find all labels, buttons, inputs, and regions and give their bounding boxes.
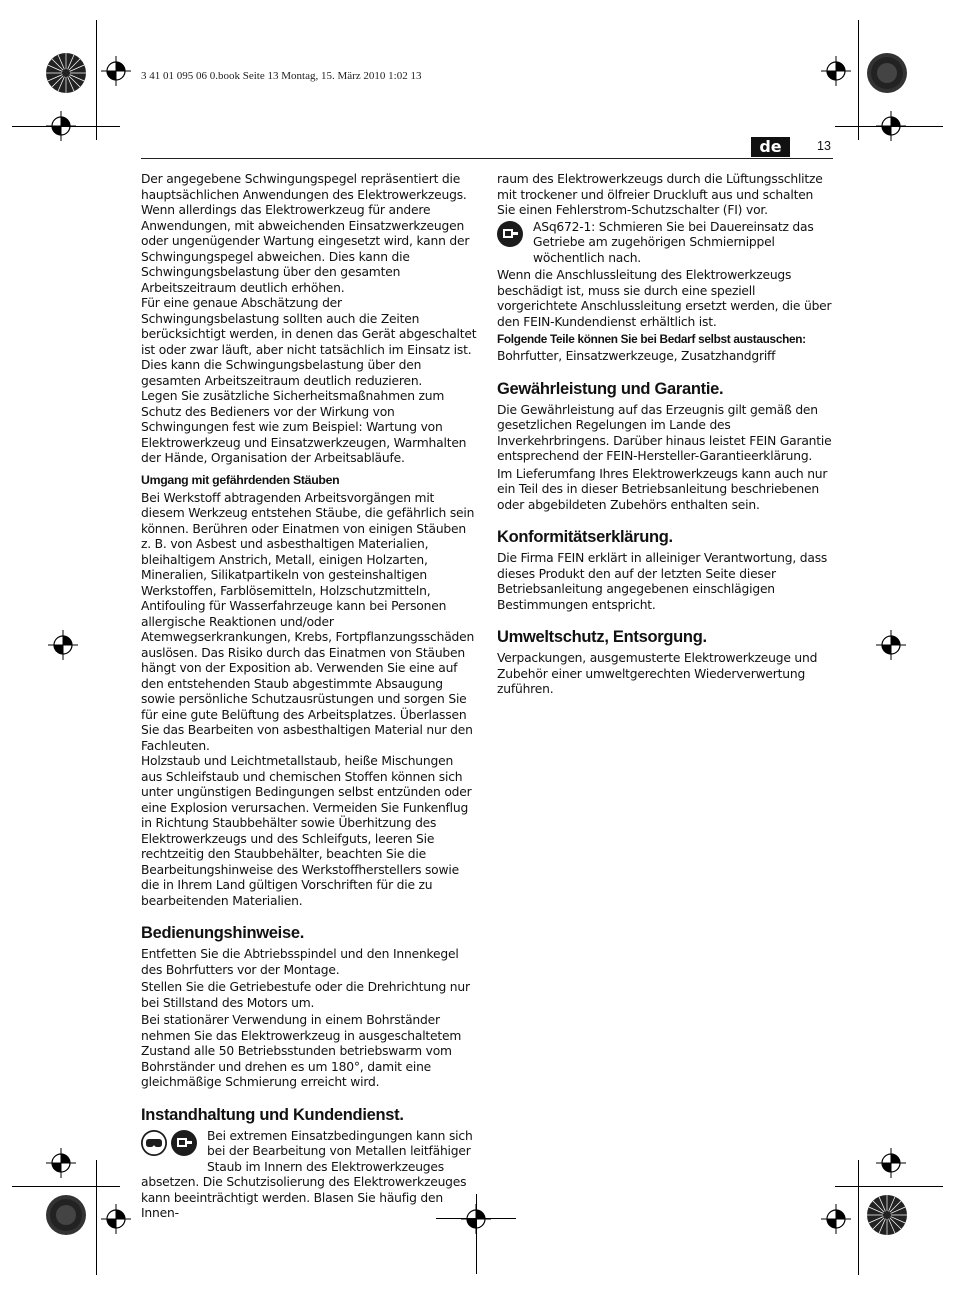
crop-mark: [96, 1160, 97, 1275]
registration-mark: [48, 630, 78, 660]
paragraph: Für eine genaue Abschätzung der Schwingungsbelastung sollten auch die Zeiten berücksichtigt werden, in denen das Gerät abgeschaltet ist oder zwar läuft, aber nicht tatsächlich im Einsatz ist. Dies kann die Schwingungsbelastung über den gesamten Arbeitszeitraum deutlich reduzieren.: [141, 296, 477, 388]
file-info-line: 3 41 01 095 06 0.book Seite 13 Montag, 15. März 2010 1:02 13: [141, 70, 422, 82]
registration-mark: [101, 1204, 131, 1234]
language-badge: de: [751, 137, 790, 157]
registration-mark: [876, 1148, 906, 1178]
paragraph: Die Gewährleistung auf das Erzeugnis gilt gemäß den gesetzlichen Regelungen im Lande des Inverkehrbringens. Darüber hinaus leistet FEIN Garantie entsprechend der FEIN-Hersteller-Garantieerklärung.: [497, 402, 832, 463]
registration-mark: [876, 630, 906, 660]
paragraph: Im Lieferumfang Ihres Elektrowerkzeugs kann auch nur ein Teil des in dieser Betriebsanleitung beschriebenen oder abgebildeten Zubehörs enthalten sein.: [497, 466, 828, 512]
color-wheel-mark: [866, 1194, 908, 1236]
color-wheel-mark: [45, 1194, 87, 1236]
subheading: Umgang mit gefährdenden Stäuben: [141, 472, 340, 487]
paragraph: ASq672-1: Schmieren Sie bei Dauereinsatz das Getriebe am zugehörigen Schmiernippel wöchentlich nach.: [533, 219, 814, 265]
icon-paragraph: [141, 1129, 477, 1176]
crop-mark: [858, 1160, 859, 1275]
registration-mark: [821, 56, 851, 86]
icon-paragraph: [497, 220, 833, 267]
safety-goggles-icon: [141, 1130, 167, 1156]
paragraph: Legen Sie zusätzliche Sicherheitsmaßnahmen zum Schutz des Bedieners vor der Wirkung von Schwingungen fest wie zum Beispiel: Wartung von Elektrowerkzeug und Einsatzwerkzeugen, Warmhalten der Hände, Organisation der Arbeitsabläufe.: [141, 389, 467, 465]
paragraph: absetzen. Die Schutzisolierung des Elektrowerkzeuges kann beeinträchtigt werden. Blasen Sie häufig den Innen-: [141, 1175, 467, 1220]
paragraph: Die Firma FEIN erklärt in alleiniger Verantwortung, dass dieses Produkt den auf der letzten Seite dieser Betriebsanleitung angegebenen einschlägigen Bestimmungen entspricht.: [497, 551, 828, 612]
paragraph: Holzstaub und Leichtmetallstaub, heiße Mischungen aus Schleifstaub und chemischen Stoffen können sich unter ungünstigen Bedingungen selbst entzünden oder eine Explosion verursachen. Vermeiden Sie Funkenflug in Richtung Staubbehälter sowie Überhitzung des Elektrowerkzeugs und des Schleifguts, leeren Sie rechtzeitig den Staubbehälter, beachten Sie die Bearbeitungshinweise des Werkstoffherstellers sowie die in Ihrem Land gültigen Vorschriften für die zu bearbeitenden Materialien.: [141, 754, 472, 908]
icon-group: [497, 221, 523, 247]
power-tool-icon: [171, 1130, 197, 1156]
paragraph: raum des Elektrowerkzeugs durch die Lüftungsschlitze mit trockener und ölfreier Druckluft aus und schalten Sie einen Fehlerstrom-Schutzschalter (FI) vor.: [497, 172, 823, 217]
registration-mark: [876, 111, 906, 141]
paragraph: Entfetten Sie die Abtriebsspindel und den Innenkegel des Bohrfutters vor der Montage.: [141, 947, 459, 977]
section-heading: Konformitätserklärung.: [497, 528, 673, 546]
paragraph: Verpackungen, ausgemusterte Elektrowerkzeuge und Zubehör einer umweltgerechten Wiederverwertung zuführen.: [497, 651, 818, 696]
section-heading: Gewährleistung und Garantie.: [497, 379, 724, 398]
icon-group: [141, 1130, 197, 1156]
color-wheel-mark: [45, 52, 87, 94]
section-heading: Umweltschutz, Entsorgung.: [497, 628, 707, 646]
section-heading: Bedienungshinweise.: [141, 924, 304, 942]
registration-mark: [46, 1148, 76, 1178]
section-heading: Instandhaltung und Kundendienst.: [141, 1105, 404, 1124]
registration-mark: [46, 111, 76, 141]
color-wheel-mark: [866, 52, 908, 94]
paragraph: Der angegebene Schwingungspegel repräsentiert die hauptsächlichen Anwendungen des Elektrowerkzeugs. Wenn allerdings das Elektrowerkzeug für andere Anwendungen, mit abweichenden Einsatzwerkzeugen oder ungenügender Wartung eingesetzt wird, kann der Schwingungspegel abweichen. Dies kann die Schwingungsbelastung über den gesamten Arbeitszeitraum deutlich erhöhen.: [141, 172, 470, 295]
paragraph: Bei Werkstoff abtragenden Arbeitsvorgängen mit diesem Werkzeug entstehen Stäube, die gefährlich sein können. Berühren oder Einatmen von einigen Stäuben z. B. von Asbest und asbesthaltigen Materialien, bleihaltigem Anstrich, Metall, einigen Holzarten, Mineralien, Silikatpartikeln von gesteinshaltigen Werkstoffen, Farblösemitteln, Holzschutzmitteln, Antifouling für Wasserfahrzeuge kann bei Personen allergische Reaktionen und/oder Atemwegserkrankungen, Krebs, Fortpflanzungsschäden auslösen. Das Risiko durch das Einatmen von Stäuben hängt von der Exposition ab. Verwenden Sie eine auf den entstehenden Staub abgestimmte Absaugung sowie persönliche Schutzausrüstungen und sorgen Sie für eine gute Belüftung des Arbeitsplatzes. Überlassen Sie das Bearbeiten von asbesthaltigen Material nur den Fachleuten.: [141, 490, 475, 753]
paragraph: Bei stationärer Verwendung in einem Bohrständer nehmen Sie das Elektrowerkzeug in ausgeschaltetem Zustand alle 50 Betriebsstunden betriebswarm vom Bohrständer und drehen es um 180°, damit eine gleichmäßige Schmierung erreicht wird.: [141, 1013, 462, 1089]
crop-mark: [835, 1186, 943, 1187]
power-tool-icon: [497, 221, 523, 247]
page-number: 13: [817, 139, 831, 153]
crop-mark: [858, 20, 859, 140]
paragraph: Stellen Sie die Getriebestufe oder die Drehrichtung nur bei Stillstand des Motors um.: [141, 980, 470, 1010]
paragraph: Bohrfutter, Einsatzwerkzeuge, Zusatzhandgriff: [497, 349, 776, 363]
registration-mark: [101, 56, 131, 86]
paragraph: Bei extremen Einsatzbedingungen kann sich bei der Bearbeitung von Metallen leitfähiger Staub im Innern des Elektrowerkzeuges: [207, 1128, 473, 1174]
registration-mark: [821, 1204, 851, 1234]
crop-mark: [96, 20, 97, 140]
crop-mark: [12, 1186, 120, 1187]
subheading: Folgende Teile können Sie bei Bedarf selbst austauschen:: [497, 332, 806, 346]
paragraph: Wenn die Anschlussleitung des Elektrowerkzeugs beschädigt ist, muss sie durch eine speziell vorgerichtete Anschlussleitung ersetzt werden, die über den FEIN-Kundendienst erhältlich ist.: [497, 268, 832, 329]
left-column: [141, 172, 477, 1222]
header-rule: [141, 158, 833, 159]
right-column: [497, 172, 833, 698]
